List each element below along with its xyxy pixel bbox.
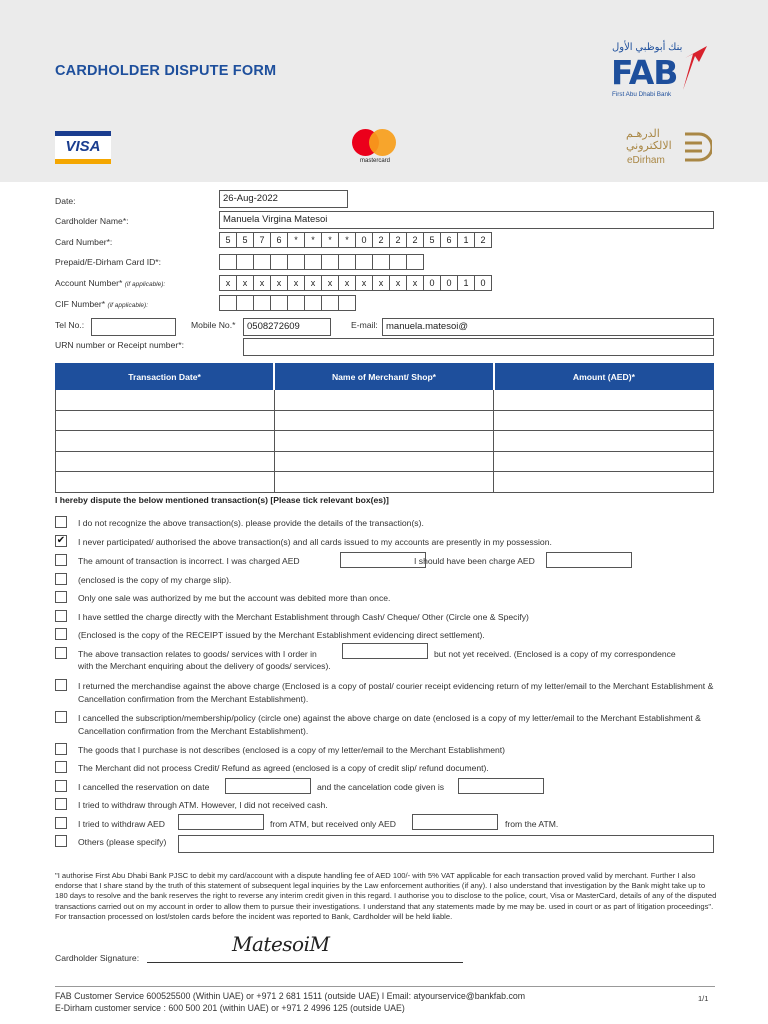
mobile-field[interactable]: 0508272609 (243, 318, 331, 336)
dispute-option-text: The goods that I purchase is not describes (enclosed is a copy of my letter/email to the Merchant Establishment) (78, 745, 506, 755)
fab-bank-name: First Abu Dhabi Bank (612, 91, 672, 98)
column-header-merchant: Name of Merchant/ Shop* (274, 364, 494, 390)
dispute-option-text: I tried to withdraw through ATM. However, I did not received cash. (78, 800, 328, 810)
order-date-field[interactable] (342, 643, 428, 659)
digit-cell[interactable]: 6 (270, 232, 288, 248)
cif-number-field[interactable] (219, 295, 356, 311)
table-row (56, 472, 714, 493)
digit-cell[interactable] (236, 254, 254, 270)
table-cell[interactable] (494, 451, 714, 472)
account-number-field[interactable] (219, 275, 492, 291)
disclaimer-text: "I authorise First Abu Dhabi Bank PJSC to debit my card/account with a dispute handling fee of AED 100/- with 5% VAT applicable for each transaction proved valid by merchant. Further I also endorse that I share stand by the truth of this statement of subsequent legal inquiries by the Law enforcement authorities (if any). I also understand that investigation by the Bank might take up to 180 days to resolve and the bank reserves the right to reverse any interim credit given in this regard. I authorise you to disclose to the police, court, Visa or MasterCard, details of any of the disputed transactions carried out on my account in order to allow them to pursue their investigations. I understand that any statements made by me may be. used in court or as part of litigation proceedings". For transaction processed on lost/stolen cards before the incident was reported to Bank, Cardholder will be held liable. (55, 871, 717, 921)
digit-cell[interactable]: x (355, 275, 373, 291)
digit-cell[interactable]: 1 (457, 232, 475, 248)
dispute-option-text: I cancelled the reservation on date (78, 782, 210, 792)
digit-cell[interactable] (270, 254, 288, 270)
cif-number-label: CIF Number* (if applicable): (55, 299, 148, 309)
edirham-arabic-1: الدرهـم (626, 128, 660, 140)
column-header-transaction-date: Transaction Date* (56, 364, 275, 390)
digit-cell[interactable]: * (338, 232, 356, 248)
date-field[interactable]: 26-Aug-2022 (219, 190, 348, 208)
table-cell[interactable] (274, 410, 494, 431)
table-cell[interactable] (56, 451, 275, 472)
dispute-option-text-2: and the cancelation code given is (317, 782, 445, 792)
dispute-option-text-3: with the Merchant enquiring about the delivery of goods/ services). (78, 661, 331, 671)
digit-cell[interactable] (219, 295, 237, 311)
checkbox-14[interactable] (55, 798, 67, 810)
urn-field[interactable] (243, 338, 714, 356)
transaction-table (55, 363, 714, 493)
table-cell[interactable] (494, 410, 714, 431)
table-row (56, 431, 714, 452)
account-number-label: Account Number* (if applicable): (55, 278, 166, 288)
edirham-mark-icon (682, 131, 712, 163)
should-charge-amount-field[interactable] (546, 552, 632, 568)
digit-cell[interactable]: 7 (253, 232, 271, 248)
checkbox-4[interactable] (55, 573, 67, 585)
checkbox-1[interactable] (55, 516, 67, 528)
table-cell[interactable] (274, 390, 494, 411)
table-cell[interactable] (494, 431, 714, 452)
prepaid-id-label: Prepaid/E-Dirham Card ID*: (55, 257, 162, 267)
edirham-arabic-2: الالكتروني (626, 140, 672, 152)
digit-cell[interactable]: x (372, 275, 390, 291)
reservation-date-field[interactable] (225, 778, 311, 794)
digit-cell[interactable]: x (236, 275, 254, 291)
signature-label: Cardholder Signature: (55, 953, 140, 963)
checkbox-2[interactable]: ✔ (56, 535, 66, 546)
visa-logo (55, 131, 111, 164)
digit-cell[interactable]: 2 (372, 232, 390, 248)
dispute-option-text: I have settled the charge directly with the Merchant Establishment through Cash/ Cheque/ Other (Circle one & Specify) (78, 612, 529, 622)
dispute-option-text-3: from the ATM. (505, 819, 559, 829)
withdraw-amount-field[interactable] (178, 814, 264, 830)
table-header-row (56, 364, 714, 390)
dispute-option-text: The Merchant did not process Credit/ Refund as agreed (enclosed is a copy of credit slip/ refund document). (78, 763, 489, 773)
cancelation-code-field[interactable] (458, 778, 544, 794)
column-header-amount: Amount (AED)* (494, 364, 714, 390)
footer (55, 990, 525, 1014)
digit-cell[interactable] (321, 295, 339, 311)
digit-cell[interactable]: * (287, 232, 305, 248)
dispute-option-text-2: but not yet received. (Enclosed is a copy of my correspondence (434, 649, 676, 659)
table-cell[interactable] (274, 431, 494, 452)
digit-cell[interactable]: 5 (423, 232, 441, 248)
table-cell[interactable] (56, 390, 275, 411)
dispute-option-text-2: from ATM, but received only AED (270, 819, 396, 829)
dispute-option-text: Only one sale was authorized by me but the account was debited more than once. (78, 593, 391, 603)
digit-cell[interactable] (287, 295, 305, 311)
digit-cell[interactable] (406, 254, 424, 270)
digit-cell[interactable] (321, 254, 339, 270)
table-cell[interactable] (56, 410, 275, 431)
table-cell[interactable] (56, 431, 275, 452)
digit-cell[interactable] (355, 254, 373, 270)
checkbox-6[interactable] (55, 610, 67, 622)
digit-cell[interactable] (270, 295, 288, 311)
checkbox-15[interactable] (55, 817, 67, 829)
digit-cell[interactable] (338, 254, 356, 270)
digit-cell[interactable] (287, 254, 305, 270)
digit-cell[interactable]: x (321, 275, 339, 291)
table-cell[interactable] (494, 390, 714, 411)
fab-arabic-name: بنك أبوظبي الأول (612, 42, 683, 53)
digit-cell[interactable]: 0 (440, 275, 458, 291)
table-row (56, 410, 714, 431)
table-row (56, 451, 714, 472)
page-number: 1/1 (698, 994, 709, 1003)
footer-divider (55, 986, 715, 987)
digit-cell[interactable] (304, 295, 322, 311)
digit-cell[interactable]: 1 (457, 275, 475, 291)
dispute-option-text-2: I should have been charge AED (414, 556, 535, 566)
urn-label: URN number or Receipt number*: (55, 340, 184, 350)
digit-cell[interactable] (253, 254, 271, 270)
cardholder-name-field[interactable]: Manuela Virgina Matesoi (219, 211, 714, 229)
digit-cell[interactable]: x (406, 275, 424, 291)
dispute-heading: I hereby dispute the below mentioned transaction(s) [Please tick relevant box(es)] (55, 495, 389, 505)
card-number-field[interactable] (219, 232, 492, 248)
digit-cell[interactable]: x (389, 275, 407, 291)
cardholder-name-label: Cardholder Name*: (55, 216, 129, 226)
digit-cell[interactable]: 2 (474, 232, 492, 248)
digit-cell[interactable] (389, 254, 407, 270)
checkbox-16[interactable] (55, 835, 67, 847)
digit-cell[interactable] (253, 295, 271, 311)
card-number-label: Card Number*: (55, 237, 113, 247)
checkbox-13[interactable] (55, 780, 67, 792)
dispute-option-text: (Enclosed is the copy of the RECEIPT issued by the Merchant Establishment evidencing direct settlement). (78, 630, 485, 640)
digit-cell[interactable]: 6 (440, 232, 458, 248)
dispute-option-text: I returned the merchandise against the above charge (Enclosed is a copy of postal/ courier receipt evidencing return of my letter/email to the Merchant Establishment & Cancellation confirmation from the Merchant Establishment). (78, 681, 714, 704)
header-band (0, 0, 768, 182)
dispute-option-text: (enclosed is the copy of my charge slip). (78, 575, 232, 585)
dispute-option-text: I cancelled the subscription/membership/policy (circle one) against the above charge on date (enclosed is a copy of my letter/email to the Merchant Establishment & Cancellation confirmation from the Merchant Establishment). (78, 713, 701, 736)
mastercard-logo (349, 128, 405, 168)
checkbox-10[interactable] (55, 711, 67, 723)
dispute-option-text: I tried to withdraw AED (78, 819, 165, 829)
table-cell[interactable] (56, 472, 275, 493)
checkbox-7[interactable] (55, 628, 67, 640)
digit-cell[interactable] (219, 254, 237, 270)
digit-cell[interactable]: 0 (474, 275, 492, 291)
table-row (56, 390, 714, 411)
table-cell[interactable] (494, 472, 714, 493)
digit-cell[interactable]: * (321, 232, 339, 248)
digit-cell[interactable] (372, 254, 390, 270)
edirham-text: eDirham (627, 155, 665, 166)
dispute-option-text: The above transaction relates to goods/ services with I order in (78, 649, 317, 659)
checkbox-5[interactable] (55, 591, 67, 603)
fab-arrow-icon (679, 44, 715, 94)
date-label: Date: (55, 196, 76, 206)
digit-cell[interactable] (338, 295, 356, 311)
dispute-option-text: Others (please specify) (78, 837, 167, 847)
signature-value: MatesoiM (232, 932, 330, 956)
checkbox-12[interactable] (55, 761, 67, 773)
others-specify-field[interactable] (178, 835, 714, 853)
visa-text: VISA (65, 138, 101, 155)
checkbox-8[interactable] (55, 647, 67, 659)
dispute-option-text: The amount of transaction is incorrect. I was charged AED (78, 556, 300, 566)
digit-cell[interactable]: 2 (389, 232, 407, 248)
table-cell[interactable] (274, 472, 494, 493)
digit-cell[interactable]: x (270, 275, 288, 291)
email-field[interactable]: manuela.matesoi@ (382, 318, 714, 336)
digit-cell[interactable]: x (219, 275, 237, 291)
mobile-label: Mobile No.* (191, 320, 236, 330)
email-label: E-mail: (351, 320, 378, 330)
table-cell[interactable] (274, 451, 494, 472)
mastercard-text: mastercard (359, 158, 390, 164)
dispute-option-text: I never participated/ authorised the above transaction(s) and all cards issued to my accounts are presently in my possession. (78, 537, 552, 547)
digit-cell[interactable]: x (304, 275, 322, 291)
digit-cell[interactable]: 2 (406, 232, 424, 248)
page-title: CARDHOLDER DISPUTE FORM (55, 63, 277, 79)
checkbox-3[interactable] (55, 554, 67, 566)
footer-line-1: FAB Customer Service 600525500 (Within UAE) or +971 2 681 1511 (outside UAE) I Email: atyourservice@bankfab.com (55, 991, 526, 1001)
edirham-logo (626, 128, 716, 168)
digit-cell[interactable]: 0 (355, 232, 373, 248)
signature-line[interactable] (147, 962, 463, 963)
digit-cell[interactable]: * (304, 232, 322, 248)
tel-field[interactable] (91, 318, 176, 336)
dispute-option-text: I do not recognize the above transaction(s). please provide the details of the transaction(s). (78, 518, 424, 528)
digit-cell[interactable]: 5 (219, 232, 237, 248)
fab-logo-text: FAB (611, 53, 678, 92)
digit-cell[interactable]: 5 (236, 232, 254, 248)
digit-cell[interactable] (304, 254, 322, 270)
digit-cell[interactable]: 0 (423, 275, 441, 291)
checkbox-11[interactable] (55, 743, 67, 755)
prepaid-id-field[interactable] (219, 254, 424, 270)
digit-cell[interactable]: x (287, 275, 305, 291)
digit-cell[interactable] (236, 295, 254, 311)
digit-cell[interactable]: x (253, 275, 271, 291)
footer-line-2: E-Dirham customer service : 600 500 201 (within UAE) or +971 2 4996 125 (outside UAE) (55, 1003, 405, 1013)
received-amount-field[interactable] (412, 814, 498, 830)
checkbox-9[interactable] (55, 679, 67, 691)
tel-label: Tel No.: (55, 320, 85, 330)
digit-cell[interactable]: x (338, 275, 356, 291)
